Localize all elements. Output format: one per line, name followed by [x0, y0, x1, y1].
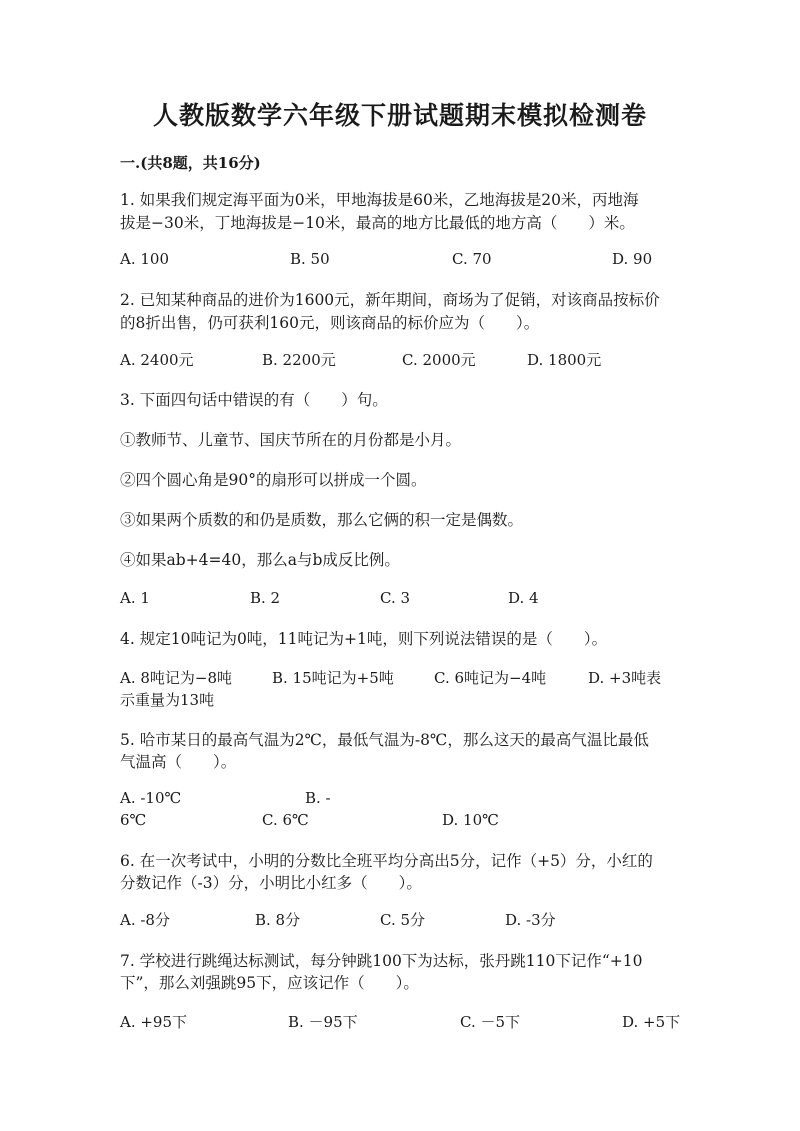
- question-7-line-1: 7. 学校进行跳绳达标测试，每分钟跳100下为达标，张丹跳110下记作“+10: [120, 952, 643, 970]
- q3-option-b: B. 2: [250, 589, 281, 607]
- section-heading: 一.(共8题，共16分): [120, 154, 261, 172]
- question-1-line-2: 拔是−30米，丁地海拔是−10米，最高的地方比最低的地方高（ ）米。: [120, 214, 635, 232]
- q3-option-a: A. 1: [120, 589, 150, 607]
- question-3-line-1: 3. 下面四句话中错误的有（ ）句。: [120, 391, 388, 409]
- q1-option-a: A. 100: [120, 250, 169, 268]
- q1-option-c: C. 70: [452, 250, 492, 268]
- question-7-line-2: 下”，那么刘强跳95下，应该记作（ ）。: [120, 974, 419, 992]
- question-2-line-1: 2. 已知某种商品的进价为1600元，新年期间，商场为了促销，对该商品按标价: [120, 291, 660, 309]
- question-3-statement-1: ①教师节、儿童节、国庆节所在的月份都是小月。: [120, 431, 462, 449]
- q1-option-d: D. 90: [612, 250, 653, 268]
- question-6-line-1: 6. 在一次考试中，小明的分数比全班平均分高出5分，记作（+5）分，小红的: [120, 852, 653, 870]
- q2-option-c: C. 2000元: [402, 351, 476, 369]
- q3-option-d: D. 4: [508, 589, 539, 607]
- q1-option-b: B. 50: [290, 250, 330, 268]
- question-6-line-2: 分数记作（-3）分，小明比小红多（ ）。: [120, 874, 422, 892]
- q2-option-a: A. 2400元: [120, 351, 194, 369]
- q4-option-a: A. 8吨记为−8吨: [120, 669, 233, 687]
- q5-option-a: A. -10℃: [120, 789, 182, 807]
- q6-option-a: A. -8分: [120, 911, 170, 929]
- q5-option-b: B. -: [305, 789, 331, 807]
- question-3-statement-2: ②四个圆心角是90°的扇形可以拼成一个圆。: [120, 471, 427, 489]
- q4-option-b: B. 15吨记为+5吨: [272, 669, 394, 687]
- q6-option-c: C. 5分: [380, 911, 426, 929]
- q4-option-c: C. 6吨记为−4吨: [434, 669, 547, 687]
- question-5-line-2: 气温高（ ）。: [120, 753, 237, 771]
- q7-option-c: C. －5下: [460, 1013, 521, 1031]
- q4-option-d: D. +3吨表: [588, 669, 662, 687]
- question-4-line-1: 4. 规定10吨记为0吨，11吨记为+1吨，则下列说法错误的是（ ）。: [120, 630, 608, 648]
- q5-option-d: D. 10℃: [442, 811, 499, 829]
- q2-option-d: D. 1800元: [527, 351, 602, 369]
- q7-option-b: B. －95下: [288, 1013, 358, 1031]
- q6-option-b: B. 8分: [255, 911, 301, 929]
- question-3-statement-4: ④如果ab+4=40，那么a与b成反比例。: [120, 551, 400, 569]
- q3-option-c: C. 3: [380, 589, 411, 607]
- q6-option-d: D. -3分: [505, 911, 556, 929]
- question-3-statement-3: ③如果两个质数的和仍是质数，那么它俩的积一定是偶数。: [120, 511, 524, 529]
- q5-option-c: C. 6℃: [262, 811, 309, 829]
- question-2-line-2: 的8折出售，仍可获利160元，则该商品的标价应为（ ）。: [120, 314, 540, 332]
- q5-option-b-continued: 6℃: [120, 811, 147, 829]
- q7-option-d: D. +5下: [622, 1013, 681, 1031]
- question-5-line-1: 5. 哈市某日的最高气温为2℃，最低气温为-8℃，那么这天的最高气温比最低: [120, 731, 649, 749]
- q4-option-d-continued: 示重量为13吨: [120, 691, 215, 709]
- q2-option-b: B. 2200元: [262, 351, 336, 369]
- q7-option-a: A. +95下: [120, 1013, 188, 1031]
- page-title: 人教版数学六年级下册试题期末模拟检测卷: [152, 101, 647, 130]
- question-1-line-1: 1. 如果我们规定海平面为0米，甲地海拔是60米，乙地海拔是20米，丙地海: [120, 191, 639, 209]
